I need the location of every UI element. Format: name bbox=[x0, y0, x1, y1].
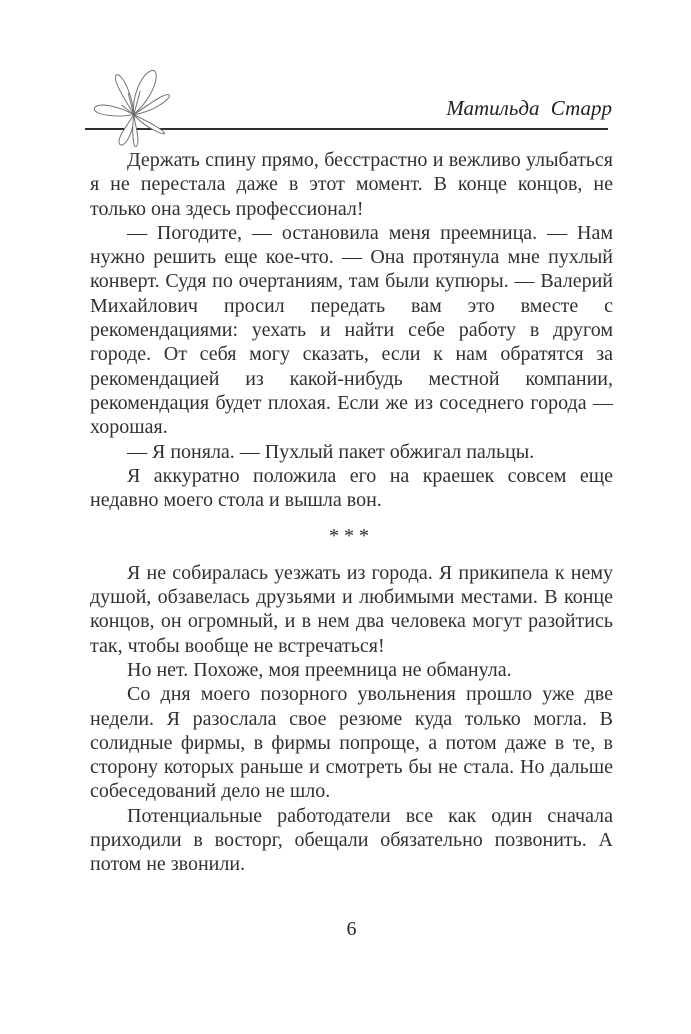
paragraph: Держать спину прямо, бесстрастно и вежливо улыбаться я не перестала даже в этот момент. В конце концов, не только она здесь профессионал! bbox=[90, 149, 613, 220]
paragraph: Но нет. Похоже, моя преемница не обманула. bbox=[127, 658, 512, 681]
paragraph: Я аккуратно положила его на краешек совсем еще недавно моего стола и вышла вон. bbox=[90, 464, 613, 512]
section-separator: *** bbox=[329, 525, 374, 548]
paragraph: Потенциальные работодатели все как один сначала приходили в восторг, обещали обязательно позвонить. А потом не звонили. bbox=[90, 804, 613, 876]
paragraph: Я не собиралась уезжать из города. Я прикипела к нему душой, обзавелась друзьями и любимыми местами. В конце концов, он огромный, и в нем два человека могут разойтись так, чтобы вообще не встречаться! bbox=[90, 561, 613, 657]
paragraph: — Погодите, — остановила меня преемница. — Нам нужно решить еще кое-что. — Она протянула мне пухлый конверт. Судя по очертаниям, там были купюры. — Валерий Михайлович просил передать вам это вместе с рекомендациями: уехать и найти себе работу в другом городе. От себя могу сказать, если к нам обратятся за рекомендацией из какой-нибудь местной компании, рекомендация будет плохая. Если же из соседнего города — хорошая. bbox=[90, 221, 613, 439]
page-number: 6 bbox=[346, 918, 357, 940]
lily-flower-ornament-icon bbox=[88, 63, 172, 151]
paragraph: Со дня моего позорного увольнения прошло уже две недели. Я разослала свое резюме куда только могла. В солидные фирмы, в фирмы попроще, а потом даже в те, в сторону которых раньше и смотреть бы не стала. Но дальше собеседований дело не шло. bbox=[90, 683, 613, 803]
body-text bbox=[90, 148, 613, 877]
running-head-author: Матильда Старр bbox=[446, 96, 612, 120]
paragraph: — Я поняла. — Пухлый пакет обжигал пальцы. bbox=[127, 440, 535, 463]
